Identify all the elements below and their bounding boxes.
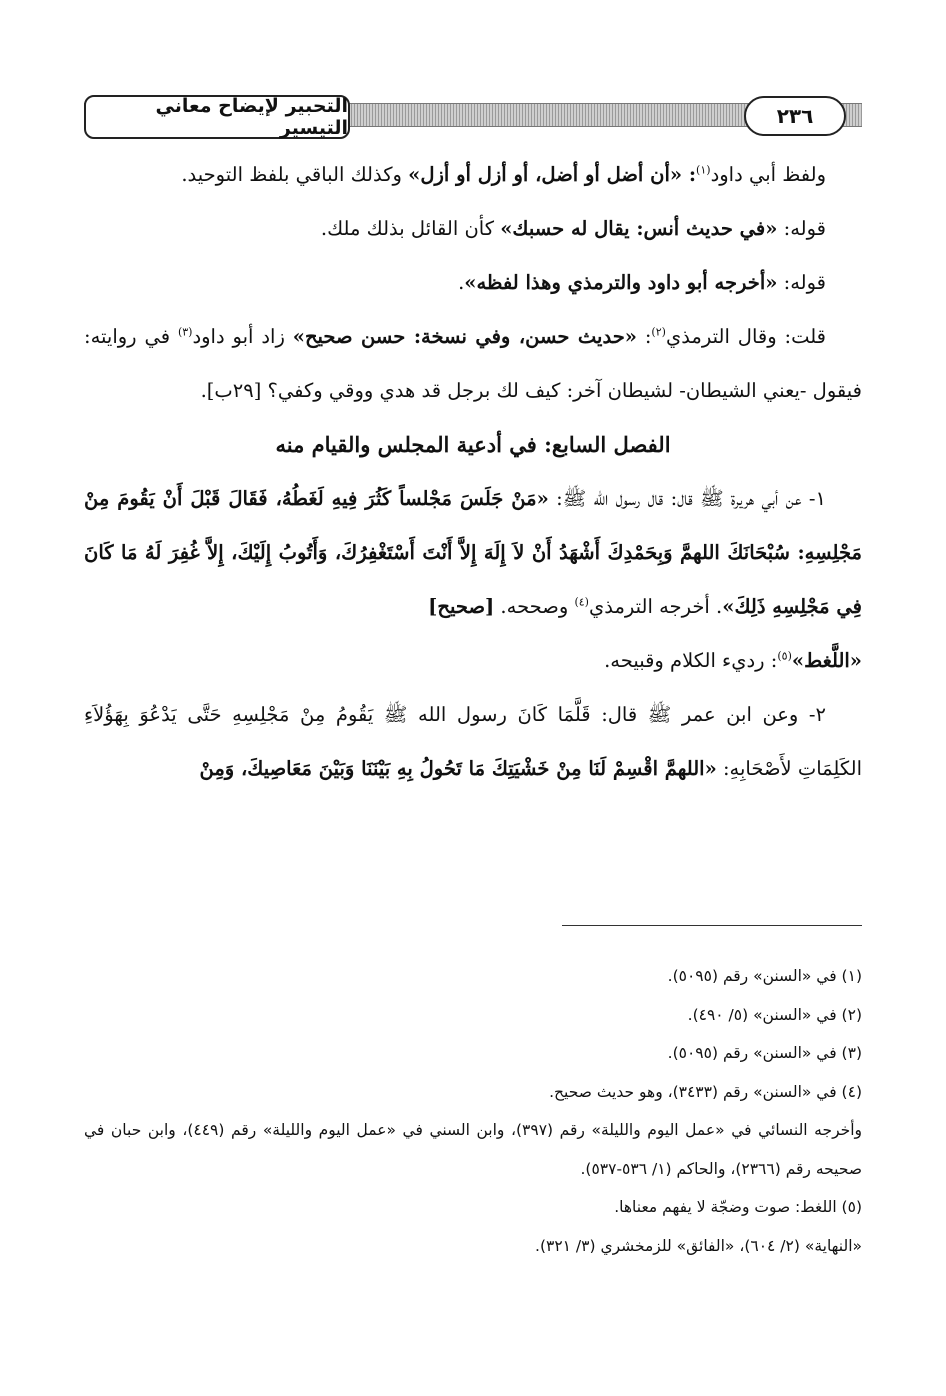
quoted-text: : «أن أضل أو أضل، أو أزل أو أزل» — [408, 163, 697, 186]
text-run: قَلَّمَا كَانَ رسول الله — [407, 703, 591, 726]
text-run: قال: قال رسول الله — [586, 487, 701, 510]
paragraph — [84, 202, 862, 256]
text-run: : رديء الكلام وقبيحه. — [604, 649, 778, 672]
paragraph — [84, 148, 862, 202]
text-run: ٢- وعن ابن عمر — [671, 703, 826, 726]
quoted-text: «أخرجه أبو داود والترمذي وهذا لفظه» — [464, 271, 778, 294]
text-run: قوله: — [777, 271, 826, 294]
section-heading: الفصل السابع: في أدعية المجلس والقيام منه — [275, 432, 671, 457]
gloss-term: «اللَّغط» — [791, 649, 862, 672]
footnote-ref: (٣) — [177, 325, 193, 339]
text-run: زاد أبو داود — [192, 325, 293, 348]
footnote-ref: (١) — [696, 163, 711, 177]
quoted-text: «في حديث أنس: يقال له حسبك» — [500, 217, 778, 240]
main-text — [84, 148, 862, 796]
footnote-ref: (٢) — [651, 325, 666, 339]
quoted-text: «حديث حسن، وفي نسخة: حسن صحيح» — [292, 325, 637, 348]
text-run: : — [548, 487, 563, 510]
paragraph — [84, 310, 862, 418]
hadith-text: «اللهمَّ اقْسِمْ لَنَا مِنْ خَشْيَتِكَ مَا تَحُولُ بِهِ بَيْنَنَا وَبَيْنَ مَعَاصِيكَ، وَمِنْ — [199, 757, 717, 780]
footnote: (٤) في «السنن» رقم (٣٤٣٣)، وهو حديث صحيح. — [549, 1082, 862, 1101]
text-run: في روايته: فيقول -يعني الشيطان- لشيطان آخر: كيف لك برجل قد هدي ووقي وكفي؟ [٢٩ب]. — [84, 325, 862, 402]
text-run: قوله: — [777, 217, 826, 240]
text-run: قلت: وقال الترمذي — [665, 325, 827, 348]
hadith-paragraph — [84, 472, 862, 634]
paragraph — [84, 256, 862, 310]
gloss-paragraph — [84, 634, 862, 688]
hadith-paragraph — [84, 688, 862, 796]
text-run: : — [636, 325, 652, 348]
footnote-separator — [562, 925, 862, 926]
text-run: يَقُومُ مِنْ مَجْلِسِهِ حَتَّى يَدْعُوَ بِهَؤُلاَءِ الكَلِمَاتِ لأَصْحَابِهِ: — [84, 703, 862, 780]
footnote: (٢) في «السنن» (٥/ ٤٩٠). — [687, 1005, 862, 1024]
footnote-ref: (٥) — [777, 649, 792, 663]
running-header — [84, 93, 862, 143]
honorific-glyph: ﷺ — [383, 703, 408, 726]
hadith-text: «مَنْ جَلَسَ مَجْلساً كَثُرَ فِيهِ لَغَطُهُ، فَقَالَ قَبْلَ أَنْ يَقُومَ مِنْ مَجْلِسِهِ: سُبْحَانَكَ اللهمَّ وَبِحَمْدِكَ أَشْهَدُ أَنْ لاَ إِلَهَ إِلاَّ أَنْتَ أَسْتَغْفِرُكَ، وَأَتُوبُ إِلَيْكَ، إِلاَّ غُفِرَ لَهُ مَا كَانَ فِي مَجْلِسِهِ ذَلِكَ» — [84, 487, 862, 618]
footnote: «النهاية» (٢/ ٦٠٤)، «الفائق» للزمخشري (٣/ ٣٢١). — [535, 1236, 862, 1255]
text-run: وكذلك الباقي بلفظ التوحيد. — [181, 163, 409, 186]
text-run: ولفظ أبي داود — [710, 163, 826, 186]
honorific-glyph: ﷺ — [647, 703, 672, 726]
footnote-ref: (٤) — [574, 595, 589, 609]
text-run: . — [458, 271, 465, 294]
text-run: وصححه. — [494, 595, 575, 618]
footnote: (٥) اللغط: صوت وضجّة لا يفهم معناها. — [614, 1198, 862, 1216]
text-run: . أخرجه الترمذي — [588, 595, 723, 618]
footnote: (٣) في «السنن» رقم (٥٠٩٥). — [667, 1044, 862, 1062]
honorific-glyph: ﷺ — [562, 487, 587, 510]
page-number: ٢٣٦ — [744, 96, 846, 136]
footnote: (١) في «السنن» رقم (٥٠٩٥). — [667, 967, 862, 985]
text-run: كأن القائل بذلك ملك. — [320, 217, 501, 240]
honorific-glyph: ﷺ — [700, 487, 724, 510]
footnotes — [84, 957, 862, 1265]
book-title: التحبير لإيضاح معاني التيسير — [84, 95, 350, 139]
text-run: قال: — [590, 703, 648, 726]
text-run: ١- عن أبي هريرة — [723, 487, 826, 510]
grading-label: [صحيح] — [428, 595, 495, 618]
footnote: وأخرجه النسائي في «عمل اليوم والليلة» رقم (٣٩٧)، وابن السني في «عمل اليوم والليلة» رقم (٤٤٩)، وابن حبان في صحيحه رقم (٢٣٦٦)، والحاكم (١/ ٥٣٦-٥٣٧). — [84, 1121, 862, 1178]
